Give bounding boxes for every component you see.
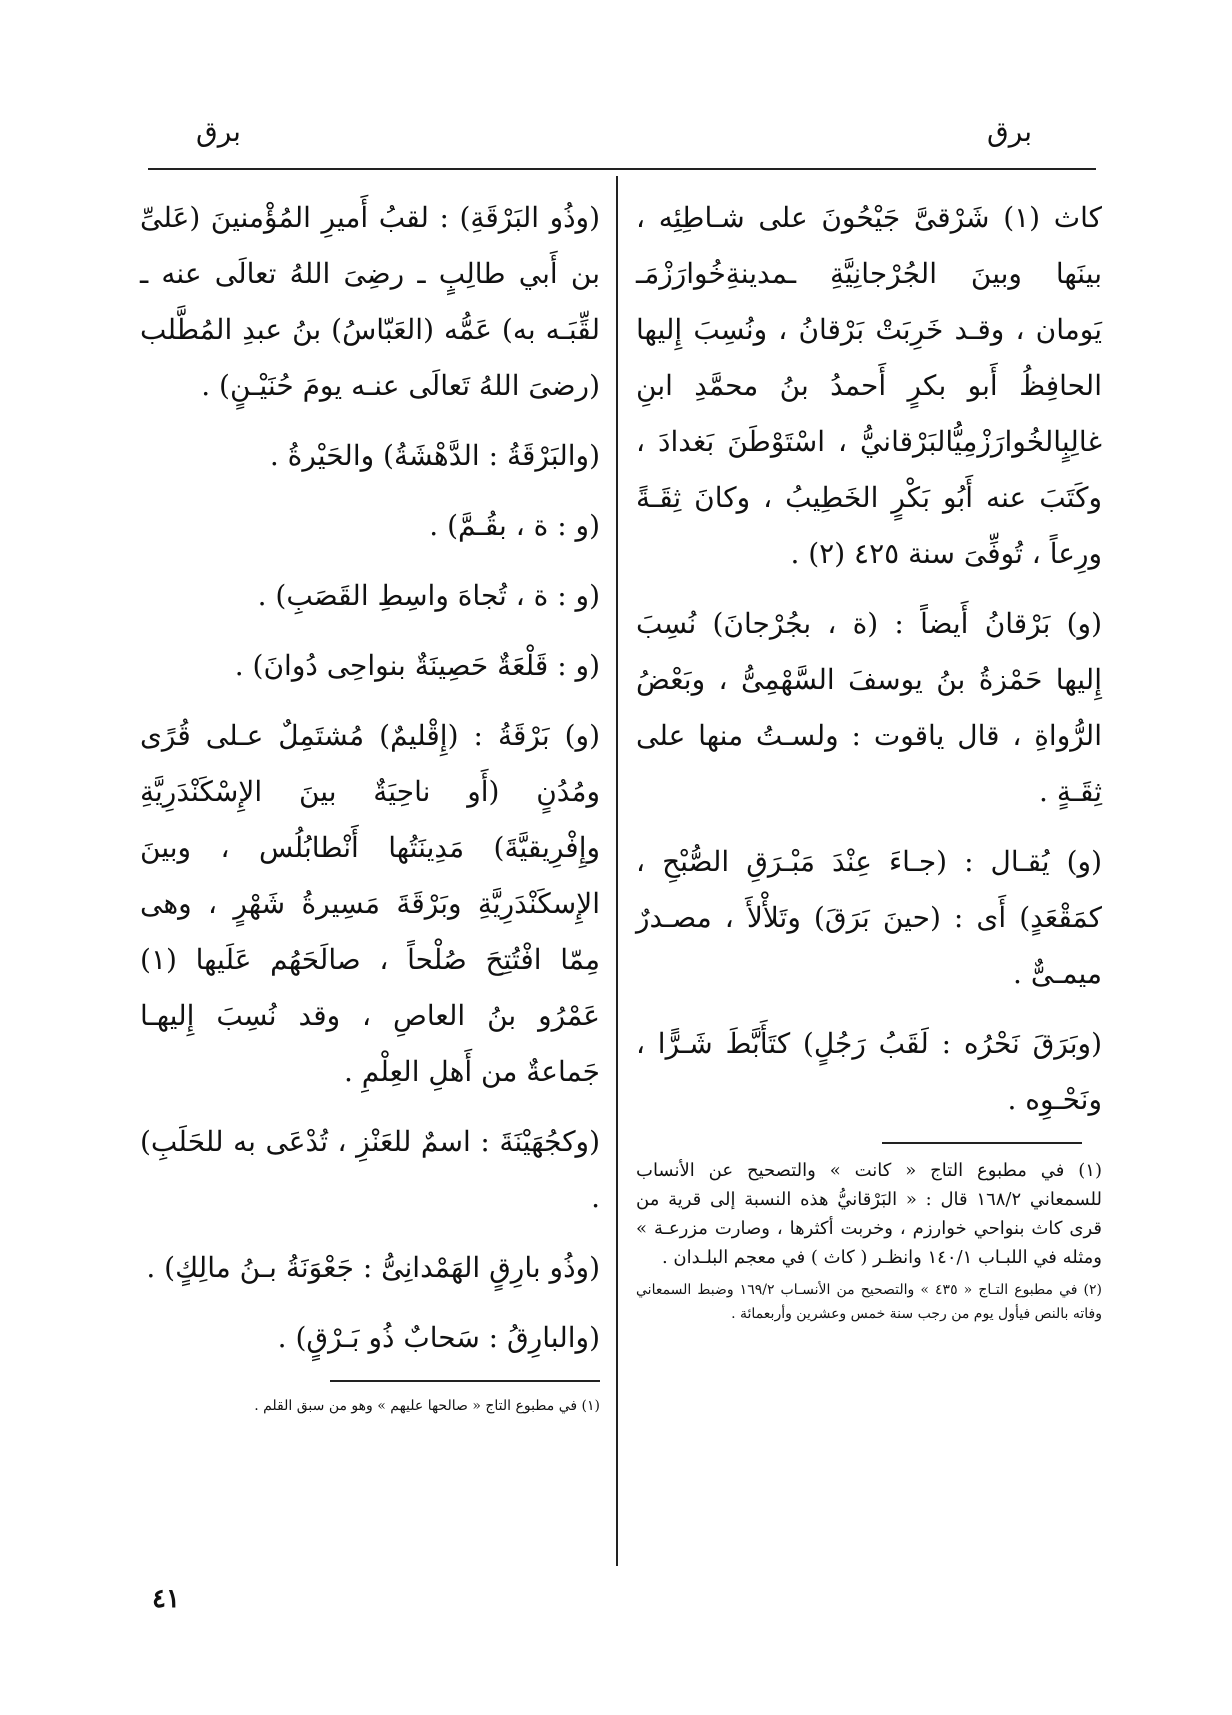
entry-paragraph: (وذُو البَرْقَةِ) : لقبُ أَميرِ المُؤْمنينَ (عَلىِّ بن أَبي طالِبٍ ـ رضِىَ اللهُ تعالَى عنه ـ لقِّبَـه به) عَمُّه (العَبّاسُ) بنُ عبدِ المُطَّلب (رضىَ اللهُ تَعالَى عنـه يومَ حُنَيْـنٍ) . <box>140 201 600 402</box>
entry-paragraph: (و : قَلْعَةٌ حَصِينَةٌ بنواحِى دُوانَ) . <box>234 649 600 682</box>
running-head-right: برق <box>987 115 1032 148</box>
left-column <box>140 190 600 1424</box>
footnote-rule <box>882 1142 1082 1144</box>
footnote-rule <box>330 1380 600 1382</box>
entry-paragraph: (والبارِقُ : سَحابٌ ذُو بَـرْقٍ) . <box>277 1321 600 1354</box>
entry-paragraph: (وكجُهَيْنَةَ : اسمٌ للعَنْزِ ، تُدْعَى به للحَلَبِ) . <box>140 1125 600 1214</box>
entry-paragraph: (و : ة ، بقُـمَّ) . <box>429 509 600 542</box>
entry-paragraph: (وذُو بارِقٍ الهَمْدانِىُّ : جَعْوَنَةُ بـنُ مالِكٍ) . <box>146 1251 600 1284</box>
running-head-left: برق <box>196 115 241 148</box>
footnote: (١) في مطبوع التاج « صالحها عليهم » وهو من سبق القلم . <box>254 1398 600 1414</box>
entry-paragraph: كاث (١) شَرْقىَّ جَيْحُونَ على شـاطِئِه ، بينَها وبينَ الجُرْجانِيَّةِ ـمدينةِخُوارَزْمَـ يَومان ، وقـد خَرِبَتْ بَرْقانُ ، ونُسِبَ إِليها الحافِظُ أَبو بكرٍ أَحمدُ بنُ محمَّدِ ابنِ غالِبٍالخُوارَزْمِيُّالبَرْقانيُّ ، اسْتَوْطَنَ بَغدادَ ، وكَتَبَ عنه أَبُو بَكْرٍ الخَطِيبُ ، وكانَ ثِقَـةً ورِعاً ، تُوفِّىَ سنة ٤٢٥ (٢) . <box>636 201 1102 570</box>
footnote: (١) في مطبوع التاج « كانت » والتصحيح عن الأنساب للسمعاني ١٦٨/٢ قال : « البَرْقانيُّ هذه النسبة إلى قرية من قرى كاث بنواحي خوارزم ، وخربت أكثرها ، وصارت مزرعـة » ومثله في اللبـاب ١٤٠/١ وانظـر ( كاث ) في معجم البلـدان . <box>636 1160 1102 1268</box>
header-rule <box>148 168 1096 170</box>
page-number: ٤١ <box>152 1584 180 1614</box>
entry-paragraph: (و) بَرْقانُ أَيضاً : (ة ، بجُرْجانَ) نُسِبَ إِليها حَمْزةُ بنُ يوسفَ السَّهْمِىُّ ، وبَعْضُ الرُّواةِ ، قال ياقوت : ولسـتُ منها على ثِقَـةٍ . <box>636 607 1102 808</box>
right-column <box>636 190 1102 1332</box>
entry-paragraph: (والبَرْقَةُ : الدَّهْشَةُ) والحَيْرةُ . <box>269 439 600 472</box>
footnote: (٢) في مطبوع التـاج « ٤٣٥ » والتصحيح من الأنسـاب ١٦٩/٢ وضبط السمعاني وفاته بالنص فيأول يوم من رجب سنة خمس وعشرين وأربعمائة . <box>636 1282 1103 1322</box>
entry-paragraph: (و) بَرْقَةُ : (إِقْليمٌ) مُشتَمِلٌ عـلى قُرًى ومُدُنٍ (أَو ناحِيَةٌ بينَ الإِسْكَنْدَرِيَّةِ وإِفْرِيقيَّةَ) مَدِينَتُها أَنْطابُلُس ، وبينَ الإِسكَنْدَرِيَّةِ وبَرْقَةَ مَسِيرةُ شَهْرٍ ، وهى مِمّا افْتُتِحَ صُلْحاً ، صالَحَهُم عَلَيها (١) عَمْرُو بنُ العاصِ ، وقد نُسِبَ إِليهـا جَماعةٌ من أَهلِ العِلْمِ . <box>140 719 600 1088</box>
entry-paragraph: (وبَرَقَ نَحْرُه : لَقَبُ رَجُلٍ) كتَأَبَّطَ شَـرًّا ، ونَحْـوِه . <box>636 1027 1102 1116</box>
entry-paragraph: (و) يُقـال : (جـاءَ عِنْدَ مَبْـرَقِ الصُّبْحِ ، كمَقْعَدٍ) أَى : (حينَ بَرَقَ) وتَلأْلأَ ، مصـدرٌ ميمـىٌّ . <box>636 845 1102 990</box>
entry-paragraph: (و : ة ، تُجاهَ واسِطِ القَصَبِ) . <box>257 579 600 612</box>
column-divider <box>616 176 618 1566</box>
